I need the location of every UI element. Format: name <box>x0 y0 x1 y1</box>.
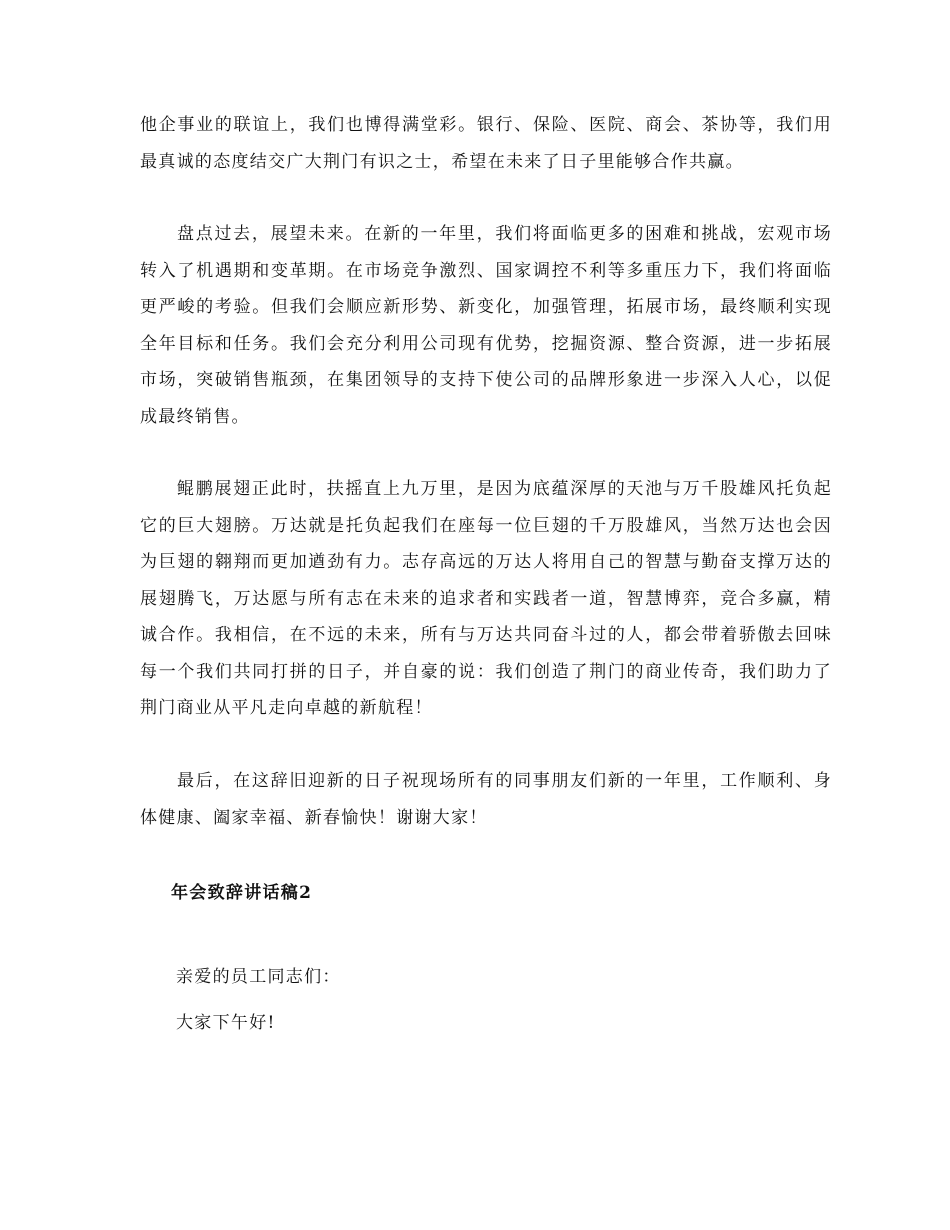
paragraph-kunpeng: 鲲鹏展翅正此时，扶摇直上九万里，是因为底蕴深厚的天池与万千股雄风托负起它的巨大翅膀。万达就是托负起我们在座每一位巨翅的千万股雄风，当然万达也会因为巨翅的翱翔而更加遒劲有力。志存高远的万达人将用自己的智慧与勤奋支撑万达的展翅腾飞，万达愿与所有志在未来的追求者和实践者一道，智慧博弈，竞合多赢，精诚合作。我相信，在不远的未来，所有与万达共同奋斗过的人，都会带着骄傲去回味每一个我们共同打拼的日子，并自豪的说：我们创造了荆门的商业传奇，我们助力了荆门商业从平凡走向卓越的新航程！ <box>140 479 832 718</box>
section-heading: 年会致辞讲话稿2 <box>171 883 313 903</box>
paragraph-review-outlook: 盘点过去，展望未来。在新的一年里，我们将面临更多的困难和挑战，宏观市场转入了机遇期和变革期。在市场竞争激烈、国家调控不利等多重压力下，我们将面临更严峻的考验。但我们会顺应新形势、新变化，加强管理，拓展市场，最终顺利实现全年目标和任务。我们会充分利用公司现有优势，挖掘资源、整合资源，进一步拓展市场，突破销售瓶颈，在集团领导的支持下使公司的品牌形象进一步深入人心，以促成最终销售。 <box>140 224 832 427</box>
greeting: 大家下午好! <box>176 1013 276 1033</box>
paragraph-continued: 他企事业的联谊上，我们也博得满堂彩。银行、保险、医院、商会、茶协等，我们用最真诚的态度结交广大荆门有识之士，希望在未来了日子里能够合作共赢。 <box>140 115 832 172</box>
paragraph-closing: 最后，在这辞旧迎新的日子祝现场所有的同事朋友们新的一年里，工作顺利、身体健康、阖家幸福、新春愉快！谢谢大家！ <box>140 771 832 828</box>
salutation: 亲爱的员工同志们： <box>176 967 341 987</box>
